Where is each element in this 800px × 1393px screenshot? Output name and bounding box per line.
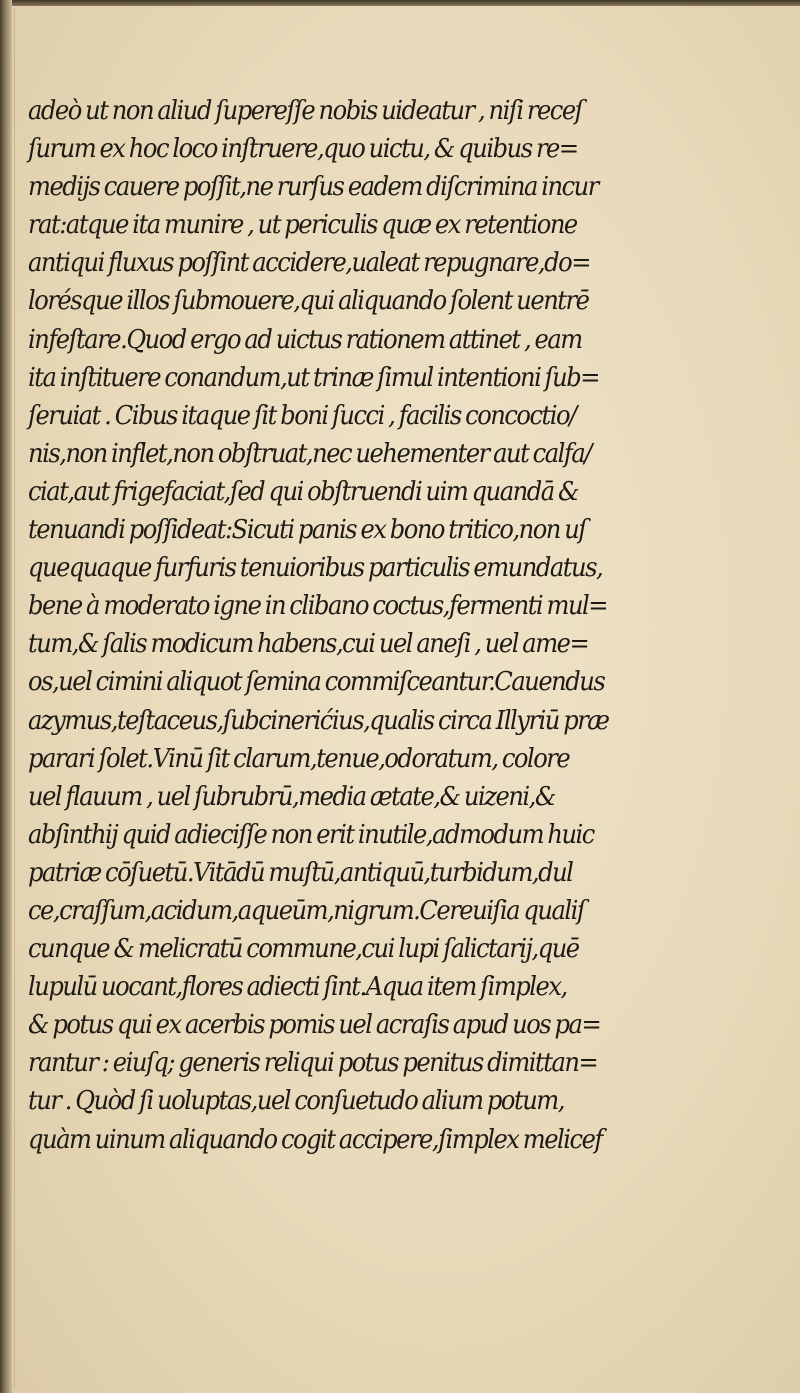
text-line: quàm uinum aliquando cogit accipere,ſimplex melicef — [28, 1124, 602, 1155]
text-line: ita inſtituere conandum,ut trinæ ſimul intentioni ſub= — [28, 362, 599, 393]
text-line: bene à moderato igne in clibano coctus,fermenti mul= — [28, 591, 608, 622]
text-line: medijs cauere poſſit,ne rurſus eadem diſcrimina incur — [28, 172, 598, 203]
text-line: abſinthij quid adieciſſe non erit inutile,admodum huic — [28, 819, 594, 850]
text-line: lorésque illos ſubmouere,qui aliquando ſolent uentrē — [28, 286, 589, 317]
text-line: patriæ cōſuetū.Vitādū muſtū,antiquū,turbidum,dul — [28, 857, 573, 888]
text-line: tenuandi poſſideat:Sicuti panis ex bono tritico,non uſ — [28, 515, 586, 546]
text-line: lupulū uocant,flores adiecti ſint.Aqua item ſimplex, — [28, 972, 567, 1003]
text-line: uel flauum , uel ſubrubrū,media ætate,& uizeni,& — [28, 781, 555, 812]
text-line: ce,craſſum,acidum,aqueūm,nigrum.Cereuiſia qualiſ — [28, 895, 585, 926]
text-line: infeſtare.Quod ergo ad uictus rationem attinet , eam — [28, 324, 582, 355]
text-line: azymus,teſtaceus,ſubcinerićius,qualis circa Illyriū præ — [28, 705, 609, 736]
text-line: & potus qui ex acerbis pomis uel acraſis apud uos pa= — [28, 1010, 601, 1041]
text-line: rantur : eiuſq; generis reliqui potus penitus dimittan= — [28, 1048, 598, 1079]
text-line: tum,& ſalis modicum habens,cui uel aneſi , uel ame= — [28, 629, 589, 660]
gutter-line — [14, 8, 15, 1388]
text-line: tur . Quòd ſi uoluptas,uel conſuetudo alium potum, — [28, 1086, 564, 1117]
text-line: ciat,aut frigefaciat,ſed qui obſtruendi uim quandā & — [28, 476, 579, 507]
page-top-edge — [0, 0, 800, 6]
text-line: adeò ut non aliud ſupereſſe nobis uideatur , niſi receſ — [28, 96, 583, 126]
text-line: parari ſolet.Vinū ſit clarum,tenue,odoratum, colore — [28, 743, 570, 774]
text-line: quequaque furfuris tenuioribus particulis emundatus, — [28, 553, 603, 584]
text-line: ſeruiat . Cibus itaque ſit boni ſucci , facilis concoctio/ — [28, 400, 576, 431]
text-line: nis,non inflet,non obſtruat,nec uehementer aut calfa/ — [28, 438, 591, 469]
text-line: ſurum ex hoc loco inſtruere,quo uictu, & quibus re= — [28, 134, 578, 165]
book-gutter — [0, 0, 12, 1393]
text-line: cunque & melicratū commune,cui lupi ſalictarij,quē — [28, 934, 579, 965]
body-text — [28, 92, 668, 1159]
text-line: rat:atque ita munire , ut periculis quæ ex retentione — [28, 210, 577, 241]
text-line: os,uel cimini aliquot ſemina commiſceantur.Cauendus — [28, 667, 605, 698]
text-line: antiqui fluxus poſſint accidere,ualeat repugnare,do= — [28, 248, 590, 279]
